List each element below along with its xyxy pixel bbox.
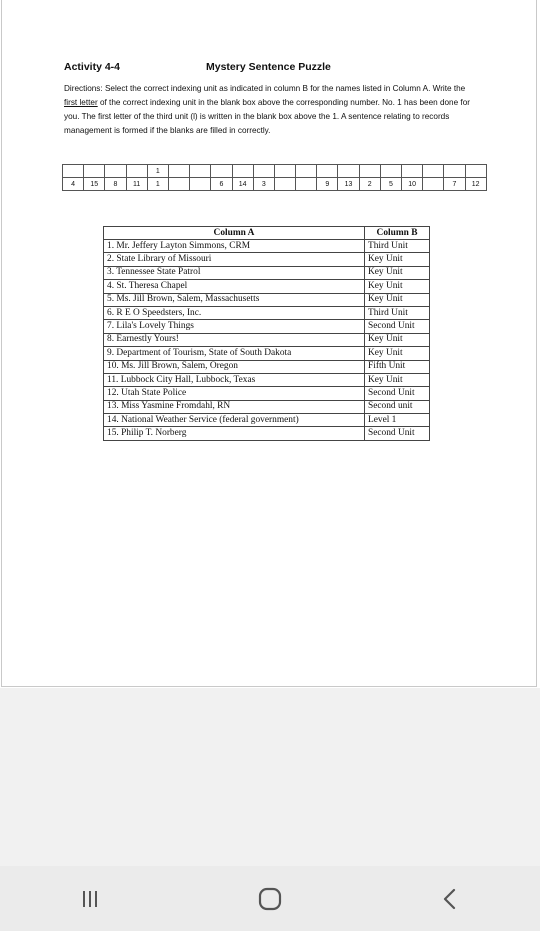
number-cell: 8 — [105, 178, 126, 191]
table-row — [104, 240, 430, 253]
answer-box[interactable] — [444, 165, 465, 178]
name-cell: 15. Philip T. Norberg — [104, 427, 365, 440]
answer-row — [63, 165, 487, 178]
answer-box[interactable] — [380, 165, 401, 178]
viewer-background — [0, 688, 540, 866]
system-navigation-bar — [0, 866, 540, 931]
directions-text — [64, 82, 476, 138]
back-icon — [440, 888, 460, 910]
unit-cell: Key Unit — [365, 266, 430, 279]
column-b-header: Column B — [365, 227, 430, 240]
table-row — [104, 387, 430, 400]
unit-cell: Key Unit — [365, 293, 430, 306]
table-row — [104, 360, 430, 373]
answer-box[interactable] — [359, 165, 380, 178]
answer-box[interactable] — [402, 165, 423, 178]
unit-cell: Fifth Unit — [365, 360, 430, 373]
table-row — [104, 400, 430, 413]
column-a-header: Column A — [104, 227, 365, 240]
answer-box[interactable] — [296, 165, 317, 178]
directions-part-1: Directions: Select the correct indexing unit as indicated in column B for the names listed in Column A. Write the — [64, 84, 466, 93]
unit-cell: Third Unit — [365, 306, 430, 319]
table-row — [104, 253, 430, 266]
number-cell — [190, 178, 211, 191]
number-cell: 13 — [338, 178, 359, 191]
name-cell: 9. Department of Tourism, State of South Dakota — [104, 347, 365, 360]
back-button[interactable] — [420, 879, 480, 919]
name-cell: 8. Earnestly Yours! — [104, 333, 365, 346]
answer-grid — [62, 164, 487, 191]
unit-cell: Key Unit — [365, 280, 430, 293]
unit-cell: Level 1 — [365, 414, 430, 427]
name-cell: 11. Lubbock City Hall, Lubbock, Texas — [104, 373, 365, 386]
answer-box[interactable] — [253, 165, 274, 178]
unit-cell: Second unit — [365, 400, 430, 413]
answer-box[interactable] — [84, 165, 105, 178]
activity-label: Activity 4-4 — [64, 61, 121, 73]
recent-apps-icon — [80, 889, 100, 909]
column-table — [103, 226, 430, 441]
name-cell: 6. R E O Speedsters, Inc. — [104, 306, 365, 319]
number-cell: 10 — [402, 178, 423, 191]
answer-box[interactable]: 1 — [147, 165, 168, 178]
unit-cell: Key Unit — [365, 333, 430, 346]
answer-box[interactable] — [465, 165, 486, 178]
name-cell: 7. Lila's Lovely Things — [104, 320, 365, 333]
number-cell: 7 — [444, 178, 465, 191]
name-cell: 4. St. Theresa Chapel — [104, 280, 365, 293]
table-row — [104, 280, 430, 293]
unit-cell: Second Unit — [365, 427, 430, 440]
table-row — [104, 373, 430, 386]
unit-cell: Key Unit — [365, 253, 430, 266]
table-row — [104, 414, 430, 427]
table-row — [104, 293, 430, 306]
puzzle-title: Mystery Sentence Puzzle — [206, 61, 331, 73]
number-cell — [274, 178, 295, 191]
table-row — [104, 347, 430, 360]
number-cell: 3 — [253, 178, 274, 191]
answer-box[interactable] — [274, 165, 295, 178]
answer-box[interactable] — [168, 165, 189, 178]
name-cell: 1. Mr. Jeffery Layton Simmons, CRM — [104, 240, 365, 253]
unit-cell: Second Unit — [365, 387, 430, 400]
unit-cell: Key Unit — [365, 373, 430, 386]
number-cell: 15 — [84, 178, 105, 191]
number-cell: 6 — [211, 178, 232, 191]
answer-box[interactable] — [338, 165, 359, 178]
table-row — [104, 266, 430, 279]
table-row — [104, 306, 430, 319]
unit-cell: Second Unit — [365, 320, 430, 333]
recent-apps-button[interactable] — [60, 879, 120, 919]
home-button[interactable] — [240, 879, 300, 919]
answer-box[interactable] — [211, 165, 232, 178]
unit-cell: Third Unit — [365, 240, 430, 253]
table-row — [104, 333, 430, 346]
name-cell: 2. State Library of Missouri — [104, 253, 365, 266]
name-cell: 10. Ms. Jill Brown, Salem, Oregon — [104, 360, 365, 373]
number-cell: 12 — [465, 178, 486, 191]
name-cell: 13. Miss Yasmine Fromdahl, RN — [104, 400, 365, 413]
answer-box[interactable] — [423, 165, 444, 178]
directions-underline: first letter — [64, 98, 98, 107]
name-cell: 3. Tennessee State Patrol — [104, 266, 365, 279]
table-row — [104, 427, 430, 440]
number-cell: 5 — [380, 178, 401, 191]
number-cell: 4 — [63, 178, 84, 191]
table-row — [104, 320, 430, 333]
number-cell: 14 — [232, 178, 253, 191]
number-cell: 1 — [147, 178, 168, 191]
name-cell: 12. Utah State Police — [104, 387, 365, 400]
number-cell — [168, 178, 189, 191]
number-cell: 9 — [317, 178, 338, 191]
name-cell: 14. National Weather Service (federal government) — [104, 414, 365, 427]
answer-box[interactable] — [63, 165, 84, 178]
number-cell — [296, 178, 317, 191]
unit-cell: Key Unit — [365, 347, 430, 360]
name-cell: 5. Ms. Jill Brown, Salem, Massachusetts — [104, 293, 365, 306]
answer-box[interactable] — [232, 165, 253, 178]
answer-box[interactable] — [190, 165, 211, 178]
number-row — [63, 178, 487, 191]
answer-box[interactable] — [317, 165, 338, 178]
answer-box[interactable] — [126, 165, 147, 178]
number-cell — [423, 178, 444, 191]
number-cell: 2 — [359, 178, 380, 191]
number-cell: 11 — [126, 178, 147, 191]
home-icon — [257, 886, 283, 912]
table-header-row — [104, 227, 430, 240]
answer-box[interactable] — [105, 165, 126, 178]
directions-part-2: of the correct indexing unit in the blank box above the corresponding number. No. 1 has been done for you. The first letter of the third unit (l) is written in the blank box above the 1. A sentence relating to records management is formed if the blanks are filled in correctly. — [64, 98, 470, 135]
